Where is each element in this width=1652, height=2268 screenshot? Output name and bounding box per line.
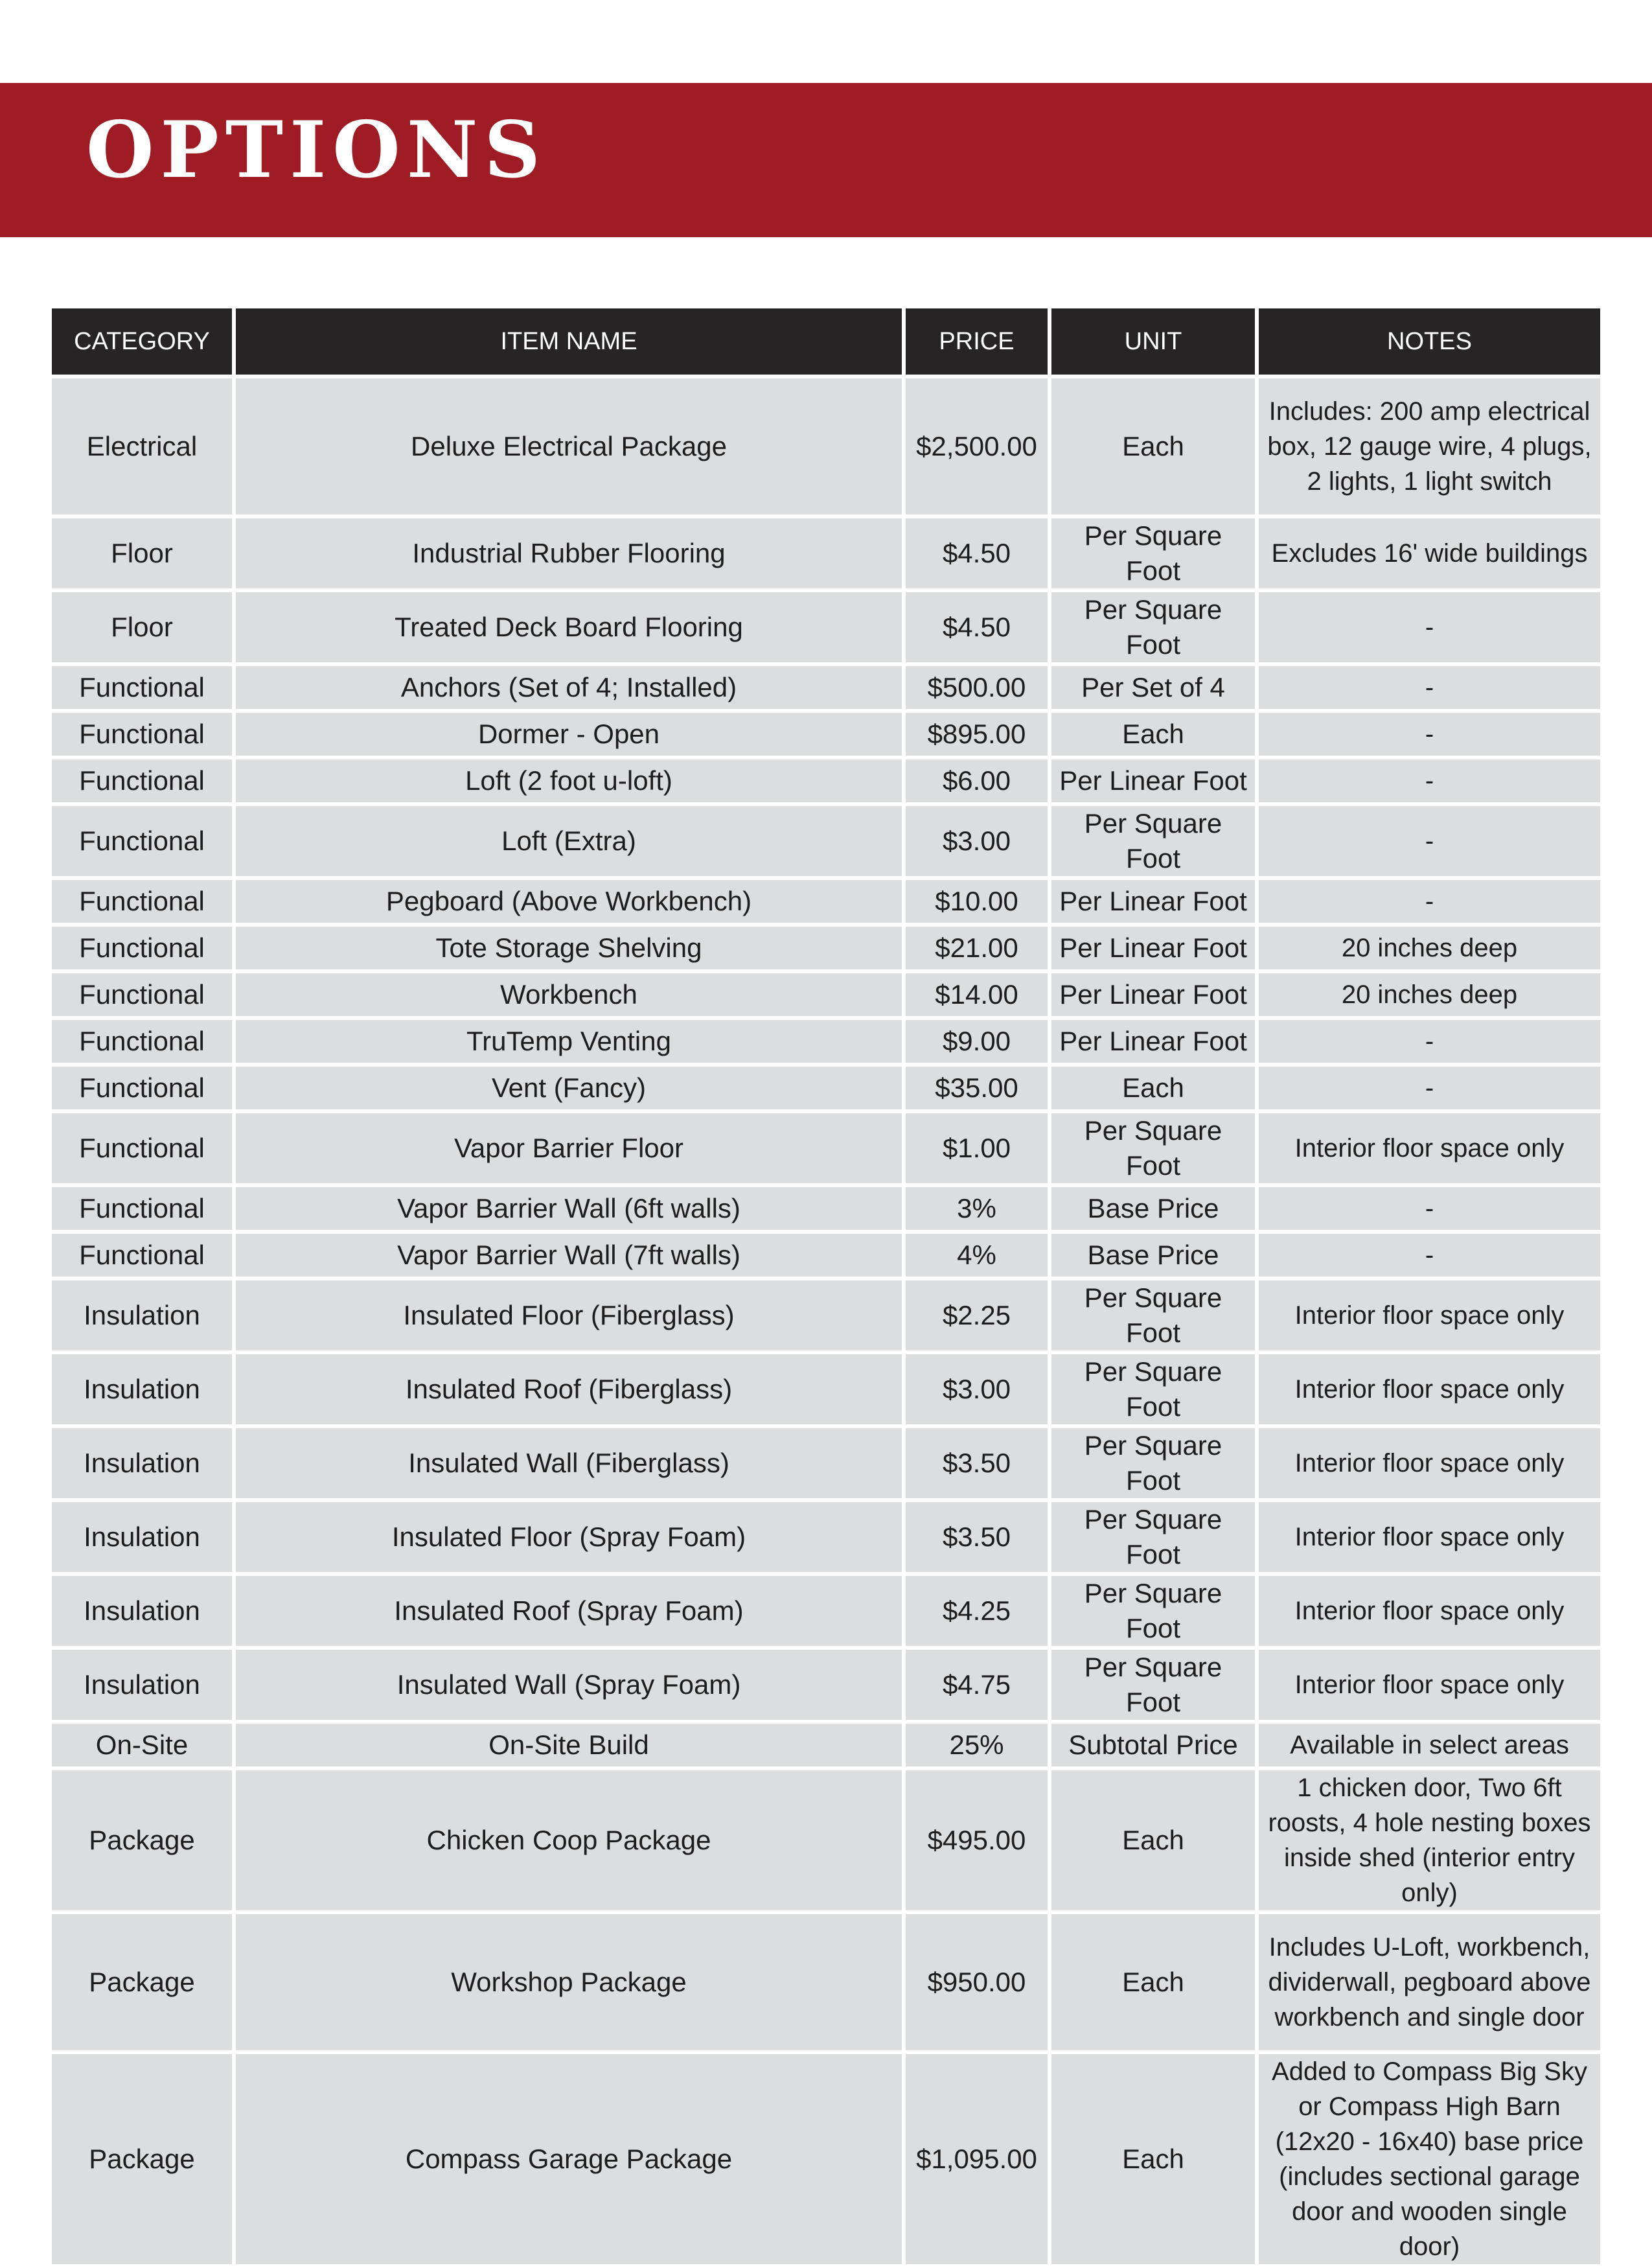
cell-item-name: Insulated Floor (Spray Foam) [236,1502,902,1572]
cell-notes: Interior floor space only [1259,1354,1600,1424]
cell-price: $6.00 [906,759,1048,802]
cell-notes: Includes U-Loft, workbench, dividerwall, pegboard above workbench and single door [1259,1914,1600,2050]
table-row [52,378,1600,515]
cell-notes: Excludes 16' wide buildings [1259,518,1600,588]
cell-unit: Per Linear Foot [1051,880,1255,923]
cell-item-name: Vapor Barrier Wall (7ft walls) [236,1234,902,1277]
cell-price: $895.00 [906,713,1048,756]
table-body [52,378,1600,2264]
cell-notes: - [1259,880,1600,923]
table-row [52,1650,1600,1720]
cell-price: $9.00 [906,1020,1048,1063]
cell-category: Package [52,1914,232,2050]
cell-category: Functional [52,1020,232,1063]
cell-category: Package [52,2054,232,2264]
cell-item-name: Chicken Coop Package [236,1770,902,1910]
cell-category: Floor [52,592,232,662]
cell-unit: Per Square Foot [1051,518,1255,588]
cell-price: $495.00 [906,1770,1048,1910]
cell-category: Package [52,1770,232,1910]
options-table [48,305,1604,2268]
cell-unit: Per Linear Foot [1051,759,1255,802]
cell-price: $1,095.00 [906,2054,1048,2264]
table-row [52,1914,1600,2050]
table-row [52,759,1600,802]
cell-unit: Per Square Foot [1051,592,1255,662]
table-row [52,1770,1600,1910]
cell-category: Insulation [52,1650,232,1720]
cell-price: $21.00 [906,927,1048,969]
cell-notes: Interior floor space only [1259,1502,1600,1572]
cell-unit: Each [1051,378,1255,515]
cell-unit: Per Set of 4 [1051,666,1255,709]
table-row [52,713,1600,756]
cell-category: Functional [52,666,232,709]
cell-notes: Available in select areas [1259,1724,1600,1766]
cell-item-name: Insulated Floor (Fiberglass) [236,1280,902,1350]
cell-price: 4% [906,1234,1048,1277]
options-table-container [52,308,1600,2264]
cell-category: Functional [52,759,232,802]
cell-notes: Includes: 200 amp electrical box, 12 gauge wire, 4 plugs, 2 lights, 1 light switch [1259,378,1600,515]
cell-category: Functional [52,927,232,969]
cell-item-name: Loft (Extra) [236,806,902,876]
cell-category: Insulation [52,1576,232,1646]
table-row [52,1724,1600,1766]
table-row [52,1113,1600,1183]
table-row [52,1234,1600,1277]
cell-unit: Per Square Foot [1051,1502,1255,1572]
cell-item-name: Deluxe Electrical Package [236,378,902,515]
cell-category: Functional [52,1234,232,1277]
cell-category: On-Site [52,1724,232,1766]
cell-notes: - [1259,1187,1600,1230]
cell-notes: Interior floor space only [1259,1280,1600,1350]
column-header-category: CATEGORY [52,308,232,375]
cell-item-name: On-Site Build [236,1724,902,1766]
cell-notes: 20 inches deep [1259,973,1600,1016]
cell-price: $4.50 [906,518,1048,588]
cell-item-name: Loft (2 foot u-loft) [236,759,902,802]
cell-category: Insulation [52,1428,232,1498]
cell-category: Floor [52,518,232,588]
cell-category: Functional [52,1067,232,1109]
cell-price: 3% [906,1187,1048,1230]
cell-price: $14.00 [906,973,1048,1016]
cell-category: Insulation [52,1502,232,1572]
cell-item-name: Treated Deck Board Flooring [236,592,902,662]
cell-notes: - [1259,1020,1600,1063]
cell-unit: Each [1051,2054,1255,2264]
cell-unit: Per Square Foot [1051,1280,1255,1350]
cell-unit: Base Price [1051,1234,1255,1277]
cell-unit: Per Square Foot [1051,1354,1255,1424]
cell-price: $10.00 [906,880,1048,923]
table-row [52,1280,1600,1350]
cell-price: $35.00 [906,1067,1048,1109]
cell-category: Functional [52,806,232,876]
cell-item-name: Workbench [236,973,902,1016]
cell-price: $3.00 [906,1354,1048,1424]
cell-notes: - [1259,713,1600,756]
cell-item-name: Compass Garage Package [236,2054,902,2264]
cell-category: Functional [52,1113,232,1183]
cell-item-name: Tote Storage Shelving [236,927,902,969]
cell-notes: 20 inches deep [1259,927,1600,969]
table-row [52,973,1600,1016]
cell-price: $500.00 [906,666,1048,709]
cell-price: $4.25 [906,1576,1048,1646]
cell-category: Functional [52,1187,232,1230]
table-row [52,1576,1600,1646]
page-title: OPTIONS [86,104,547,196]
cell-price: $2.25 [906,1280,1048,1350]
cell-notes: - [1259,592,1600,662]
cell-item-name: Industrial Rubber Flooring [236,518,902,588]
cell-notes: Added to Compass Big Sky or Compass High Barn (12x20 - 16x40) base price (includes sectional garage door and wooden single door) [1259,2054,1600,2264]
cell-category: Functional [52,973,232,1016]
cell-unit: Per Square Foot [1051,1576,1255,1646]
table-row [52,1502,1600,1572]
cell-notes: Interior floor space only [1259,1113,1600,1183]
cell-unit: Base Price [1051,1187,1255,1230]
cell-unit: Per Linear Foot [1051,927,1255,969]
table-row [52,518,1600,588]
cell-item-name: Insulated Roof (Spray Foam) [236,1576,902,1646]
cell-notes: Interior floor space only [1259,1576,1600,1646]
cell-item-name: Dormer - Open [236,713,902,756]
cell-notes: 1 chicken door, Two 6ft roosts, 4 hole nesting boxes inside shed (interior entry only) [1259,1770,1600,1910]
cell-notes: - [1259,1234,1600,1277]
cell-notes: - [1259,759,1600,802]
cell-unit: Per Square Foot [1051,1428,1255,1498]
cell-unit: Per Square Foot [1051,806,1255,876]
cell-notes: - [1259,1067,1600,1109]
cell-item-name: Anchors (Set of 4; Installed) [236,666,902,709]
cell-category: Insulation [52,1280,232,1350]
column-header-price: PRICE [906,308,1048,375]
table-row [52,666,1600,709]
cell-unit: Subtotal Price [1051,1724,1255,1766]
table-row [52,2054,1600,2264]
cell-price: 25% [906,1724,1048,1766]
cell-price: $4.75 [906,1650,1048,1720]
column-header-notes: NOTES [1259,308,1600,375]
cell-price: $950.00 [906,1914,1048,2050]
cell-notes: - [1259,666,1600,709]
cell-unit: Per Linear Foot [1051,973,1255,1016]
cell-item-name: Vapor Barrier Floor [236,1113,902,1183]
cell-price: $3.50 [906,1502,1048,1572]
cell-unit: Each [1051,713,1255,756]
cell-item-name: Insulated Roof (Fiberglass) [236,1354,902,1424]
cell-price: $3.50 [906,1428,1048,1498]
cell-unit: Each [1051,1770,1255,1910]
cell-item-name: Insulated Wall (Fiberglass) [236,1428,902,1498]
cell-price: $4.50 [906,592,1048,662]
cell-unit: Per Square Foot [1051,1650,1255,1720]
cell-unit: Each [1051,1067,1255,1109]
column-header-item-name: ITEM NAME [236,308,902,375]
table-row [52,592,1600,662]
table-row [52,1020,1600,1063]
cell-price: $3.00 [906,806,1048,876]
cell-notes: Interior floor space only [1259,1428,1600,1498]
cell-unit: Per Square Foot [1051,1113,1255,1183]
cell-item-name: TruTemp Venting [236,1020,902,1063]
cell-item-name: Vent (Fancy) [236,1067,902,1109]
cell-notes: Interior floor space only [1259,1650,1600,1720]
cell-item-name: Workshop Package [236,1914,902,2050]
cell-category: Insulation [52,1354,232,1424]
cell-unit: Each [1051,1914,1255,2050]
cell-price: $1.00 [906,1113,1048,1183]
table-row [52,1067,1600,1109]
cell-category: Functional [52,713,232,756]
cell-price: $2,500.00 [906,378,1048,515]
table-row [52,1428,1600,1498]
column-header-unit: UNIT [1051,308,1255,375]
table-row [52,806,1600,876]
table-row [52,927,1600,969]
cell-unit: Per Linear Foot [1051,1020,1255,1063]
table-row [52,1187,1600,1230]
table-header-row [52,308,1600,375]
cell-category: Electrical [52,378,232,515]
cell-item-name: Pegboard (Above Workbench) [236,880,902,923]
table-row [52,880,1600,923]
cell-item-name: Insulated Wall (Spray Foam) [236,1650,902,1720]
cell-category: Functional [52,880,232,923]
cell-item-name: Vapor Barrier Wall (6ft walls) [236,1187,902,1230]
table-row [52,1354,1600,1424]
cell-notes: - [1259,806,1600,876]
